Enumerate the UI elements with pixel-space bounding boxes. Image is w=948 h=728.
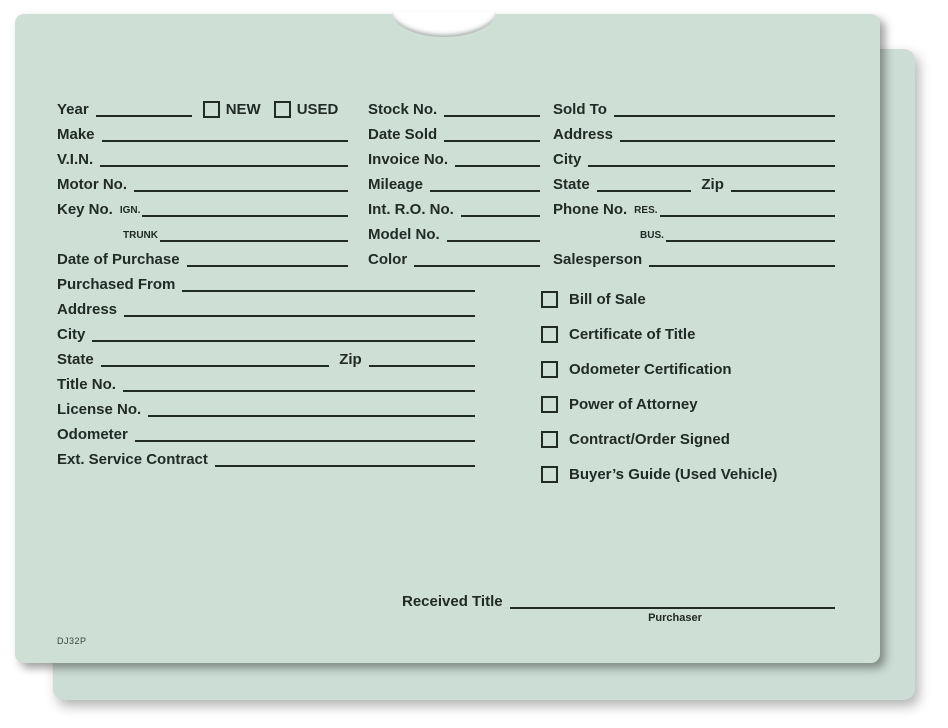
- title-no-label: Title No.: [57, 376, 116, 393]
- purchase-info-section: [57, 268, 476, 468]
- salesperson-label: Salesperson: [553, 251, 643, 268]
- buyer-state-field-line: [597, 190, 692, 192]
- documents-checklist: [541, 289, 841, 499]
- certificate-of-title-label: Certificate of Title: [569, 326, 696, 343]
- make-field-line: [102, 140, 348, 142]
- license-no-row: [57, 393, 476, 418]
- checklist-item-bill-of-sale: [541, 289, 841, 310]
- vin-row: [57, 143, 349, 168]
- checklist-item-certificate-of-title: [541, 324, 841, 345]
- key-no-label: Key No.: [57, 201, 113, 218]
- contract-order-signed-checkbox: [541, 431, 558, 448]
- title-no-row: [57, 368, 476, 393]
- power-of-attorney-label: Power of Attorney: [569, 396, 698, 413]
- key-no-ign-row: [57, 193, 349, 218]
- stock-no-field-line: [444, 115, 540, 117]
- date-of-purchase-row: [57, 243, 349, 268]
- contract-order-signed-label: Contract/Order Signed: [569, 431, 730, 448]
- used-label: USED: [296, 101, 339, 118]
- license-no-label: License No.: [57, 401, 142, 418]
- motor-no-row: [57, 168, 349, 193]
- seller-address-row: [57, 293, 476, 318]
- color-field-line: [414, 265, 540, 267]
- key-ign-field-line: [142, 215, 348, 217]
- new-checkbox: [203, 101, 220, 118]
- motor-no-field-line: [134, 190, 348, 192]
- motor-no-label: Motor No.: [57, 176, 127, 193]
- odometer-label: Odometer: [57, 426, 128, 443]
- phone-bus-field-line: [666, 240, 835, 242]
- seller-address-field-line: [124, 315, 475, 317]
- salesperson-row: [553, 243, 836, 268]
- seller-state-label: State: [57, 351, 94, 368]
- bus-label: BUS.: [640, 230, 664, 241]
- model-no-field-line: [447, 240, 540, 242]
- checklist-item-buyers-guide: [541, 464, 841, 485]
- purchased-from-field-line: [182, 290, 475, 292]
- checklist-item-contract-order-signed: [541, 429, 841, 450]
- int-ro-no-field-line: [461, 215, 540, 217]
- phone-no-label: Phone No.: [553, 201, 628, 218]
- buyer-info-section: [553, 93, 836, 268]
- received-title-label: Received Title: [402, 593, 503, 610]
- phone-bus-row: [553, 218, 836, 243]
- key-trunk-field-line: [160, 240, 348, 242]
- stock-info-section: [368, 93, 541, 268]
- mileage-label: Mileage: [368, 176, 424, 193]
- date-sold-row: [368, 118, 541, 143]
- purchaser-caption: Purchaser: [648, 612, 702, 624]
- deal-jacket-envelope: [15, 14, 880, 663]
- color-label: Color: [368, 251, 408, 268]
- date-of-purchase-field-line: [187, 265, 348, 267]
- vin-label: V.I.N.: [57, 151, 94, 168]
- date-of-purchase-label: Date of Purchase: [57, 251, 180, 268]
- power-of-attorney-checkbox: [541, 396, 558, 413]
- odometer-row: [57, 418, 476, 443]
- phone-res-row: [553, 193, 836, 218]
- key-no-trunk-row: [57, 218, 349, 243]
- form-code: DJ32P: [57, 636, 87, 646]
- model-no-row: [368, 218, 541, 243]
- new-label: NEW: [225, 101, 261, 118]
- make-label: Make: [57, 126, 95, 143]
- received-title-row: [402, 588, 836, 610]
- buyers-guide-label: Buyer’s Guide (Used Vehicle): [569, 466, 778, 483]
- buyer-city-label: City: [553, 151, 582, 168]
- checklist-item-power-of-attorney: [541, 394, 841, 415]
- ext-service-contract-label: Ext. Service Contract: [57, 451, 208, 468]
- purchased-from-label: Purchased From: [57, 276, 176, 293]
- bill-of-sale-label: Bill of Sale: [569, 291, 646, 308]
- invoice-no-field-line: [455, 165, 540, 167]
- seller-city-row: [57, 318, 476, 343]
- stock-no-row: [368, 93, 541, 118]
- date-sold-field-line: [444, 140, 540, 142]
- used-checkbox: [274, 101, 291, 118]
- bill-of-sale-checkbox: [541, 291, 558, 308]
- color-row: [368, 243, 541, 268]
- mileage-row: [368, 168, 541, 193]
- buyer-state-zip-row: [553, 168, 836, 193]
- buyer-address-row: [553, 118, 836, 143]
- buyer-zip-field-line: [731, 190, 835, 192]
- odometer-certification-checkbox: [541, 361, 558, 378]
- seller-city-label: City: [57, 326, 86, 343]
- buyer-address-field-line: [620, 140, 835, 142]
- odometer-certification-label: Odometer Certification: [569, 361, 732, 378]
- received-title-section: [402, 588, 836, 624]
- buyer-state-label: State: [553, 176, 590, 193]
- received-title-signature-line: [510, 607, 835, 609]
- ext-service-contract-row: [57, 443, 476, 468]
- make-row: [57, 118, 349, 143]
- salesperson-field-line: [649, 265, 835, 267]
- trunk-label: TRUNK: [123, 230, 158, 241]
- int-ro-no-label: Int. R.O. No.: [368, 201, 454, 218]
- buyer-address-label: Address: [553, 126, 614, 143]
- buyer-zip-label: Zip: [701, 176, 724, 193]
- title-no-field-line: [123, 390, 475, 392]
- seller-city-field-line: [92, 340, 475, 342]
- odometer-field-line: [135, 440, 475, 442]
- date-sold-label: Date Sold: [368, 126, 438, 143]
- ign-label: IGN.: [119, 205, 141, 216]
- thumb-notch-cutout: [392, 12, 496, 37]
- certificate-of-title-checkbox: [541, 326, 558, 343]
- seller-state-zip-row: [57, 343, 476, 368]
- year-row: [57, 93, 349, 118]
- buyer-city-row: [553, 143, 836, 168]
- sold-to-field-line: [614, 115, 835, 117]
- buyer-city-field-line: [588, 165, 835, 167]
- int-ro-no-row: [368, 193, 541, 218]
- vehicle-info-section: [57, 93, 349, 268]
- model-no-label: Model No.: [368, 226, 440, 243]
- invoice-no-row: [368, 143, 541, 168]
- year-field-line: [96, 115, 192, 117]
- seller-zip-label: Zip: [339, 351, 362, 368]
- sold-to-row: [553, 93, 836, 118]
- purchased-from-row: [57, 268, 476, 293]
- phone-res-field-line: [660, 215, 835, 217]
- vin-field-line: [100, 165, 348, 167]
- seller-address-label: Address: [57, 301, 118, 318]
- buyers-guide-checkbox: [541, 466, 558, 483]
- sold-to-label: Sold To: [553, 101, 607, 118]
- res-label: RES.: [634, 205, 658, 216]
- checklist-item-odometer-certification: [541, 359, 841, 380]
- seller-zip-field-line: [369, 365, 475, 367]
- stock-no-label: Stock No.: [368, 101, 438, 118]
- ext-service-contract-field-line: [215, 465, 475, 467]
- invoice-no-label: Invoice No.: [368, 151, 449, 168]
- license-no-field-line: [148, 415, 475, 417]
- seller-state-field-line: [101, 365, 330, 367]
- mileage-field-line: [430, 190, 540, 192]
- year-label: Year: [57, 101, 89, 118]
